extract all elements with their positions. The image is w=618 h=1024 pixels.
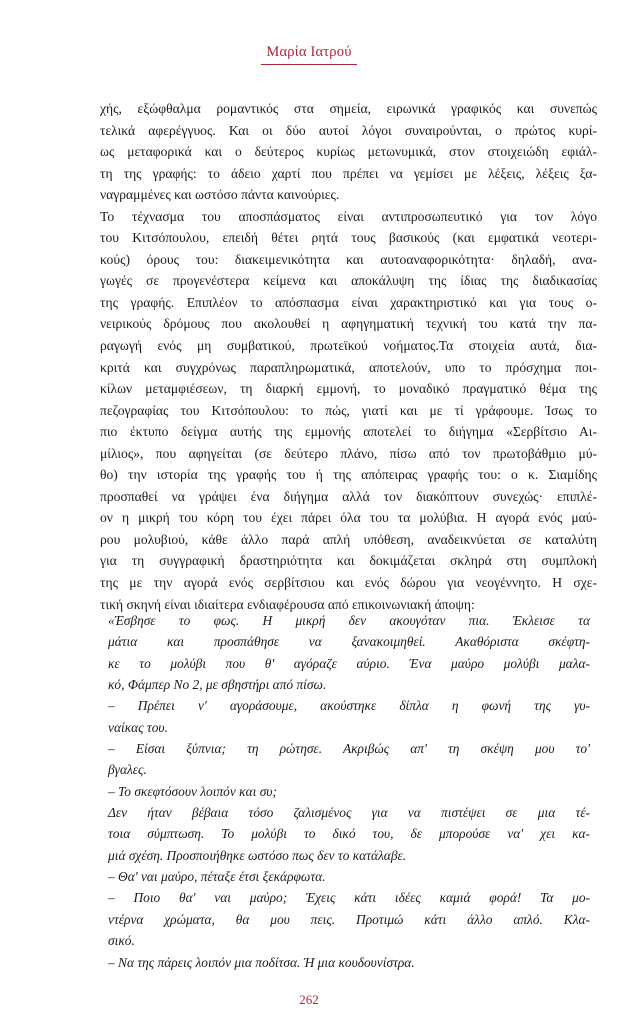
text-line: τελικά αφερέγγυος. Και οι δύο αυτοί λόγοι συναιρούνται, ο πρώτος κυρί- — [100, 122, 597, 138]
text-line: νειρικούς δρόμους που ακολουθεί η αφηγηματική τεχνική του κατά την πα- — [100, 316, 597, 332]
quote-line: μάτια και προσπάθησε να ξανακοιμηθεί. Ακαθόριστα σκέφτη- — [108, 634, 590, 650]
text-line: τη της γραφής: το άδειο χαρτί που πρέπει να γεμίσει με λέξεις, λέξεις ξα- — [100, 165, 597, 181]
text-line: της γραφής. Επιπλέον το απόσπασμα είναι χαρακτηριστικό και για τους ο- — [100, 294, 597, 310]
text-line: τική σκηνή είναι ιδιαίτερα ενδιαφέρουσα από επικοινωνιακή άποψη: — [100, 596, 475, 612]
quote-line: κό, Φάμπερ Νο 2, με σβηστήρι από πίσω. — [108, 677, 327, 693]
text-line: χής, εξώφθαλμα ρομαντικός στα σημεία, ειρωνικά γραφικός και συνεπώς — [100, 101, 597, 116]
quote-line: ντέρνα χρώματα, θα μου πεις. Προτιμώ κάτι άλλο απλό. Κλα- — [108, 911, 590, 927]
quote-line: – Πρέπει ν' αγοράσουμε, ακούστηκε δίπλα η φωνή της γυ- — [108, 698, 590, 714]
running-head — [0, 44, 618, 65]
text-line: προσπαθεί να γράψει ένα διήγημα αλλά τον διακόπτουν συνεχώς· επιπλέ- — [100, 488, 597, 504]
text-line: για τη συγγραφική δραστηριότητα και δοκιμάζεται σκληρά στη συμπλοκή — [100, 553, 597, 569]
quote-line: – Να της πάρεις λοιπόν μια ποδίτσα. Ή μια κουδουνίστρα. — [108, 954, 415, 970]
text-line: ως μεταφορικά και ο δεύτερος κυρίως μετωνυμικά, στον στοιχειώδη εφιάλ- — [100, 144, 597, 160]
quote-line: – Είσαι ξύπνια; τη ρώτησε. Ακριβώς απ' τη σκέψη μου το' — [108, 741, 590, 757]
quote-line: τοια σύμπτωση. Το μολύβι το δικό του, δε μπορούσε να' χει κα- — [108, 826, 590, 842]
quote-line: – Θα' ναι μαύρο, πέταξε έτσι ξεκάρφωτα. — [108, 869, 326, 885]
text-line: κίλων μεταμφιέσεων, τη διαρκή εμμονή, το μοναδικό πραγματικό θέμα της — [100, 381, 597, 397]
quote-line: «Έσβησε το φως. Η μικρή δεν ακουγόταν πια. Έκλεισε τα — [108, 613, 590, 628]
quote-line: σικό. — [108, 933, 135, 949]
text-line: ναγραμμένες και ωστόσο πάντα καινούριες. — [100, 187, 340, 203]
text-line: ρου μολυβιού, κάθε άλλο παρά απλή υπόθεση, αναδεικνύεται σε καταλύτη — [100, 531, 597, 547]
quote-line: Δεν ήταν βέβαια τόσο ζαλισμένος για να πιστέψει σε μια τέ- — [108, 805, 590, 821]
running-head-author: Μαρία Ιατρού — [266, 44, 352, 60]
text-line: μίλιος», που αφηγείται (σε δεύτερο πλάνο, πίσω από τον πρωτοβάθμιο μύ- — [100, 445, 597, 461]
body-text — [100, 98, 597, 615]
text-line: πεζογραφίας του Κιτσόπουλου: το πώς, γιατί και με τί γράφουμε. Ίσως το — [100, 402, 597, 418]
quote-line: – Το σκεφτόσουν λοιπόν και συ; — [108, 783, 277, 799]
page-number: 262 — [299, 992, 319, 1007]
block-quote — [108, 610, 590, 973]
quote-line: – Ποιο θα' ναι μαύρο; Έχεις κάτι ιδέες καμιά φορά! Τα μο- — [108, 890, 590, 906]
text-line: πιο έκτυπο δείγμα αυτής της εμμονής αποτελεί το διήγημα «Σερβίτσιο Αι- — [100, 424, 597, 440]
text-line: κριτά και συγχρόνως παραπληρωματικά, αποτελούν, υπο το πρόσχημα ποι- — [100, 359, 597, 375]
text-line: κούς) όρους του: διακειμενικότητα και αυτοαναφορικότητα· δηλαδή, ανα- — [100, 251, 597, 267]
running-head-rule — [261, 64, 357, 65]
quote-line: βγαλες. — [108, 762, 147, 778]
text-line: ον η μικρή του κόρη του έχει πάρει όλα του τα μολύβια. Η αγορά ενός μαύ- — [100, 510, 597, 526]
text-line: του Κιτσόπουλου, επειδή θέτει ρητά τους βασικούς (και εμφατικά νεοτερι- — [100, 230, 597, 246]
quote-line: ναίκας του. — [108, 719, 168, 735]
text-line: γωγές σε προγενέστερα κείμενα και αποκάλυψη της ίδιας της διαδικασίας — [100, 273, 597, 289]
text-line: θο) την ιστορία της γραφής του ή της απόπειρας γραφής του: ο κ. Σιαμίδης — [100, 467, 597, 483]
quote-line: κε το μολύβι που θ' αγόραζε αύριο. Ένα μαύρο μολύβι μαλα- — [108, 655, 590, 671]
text-line: της με την αγορά ενός σερβίτσιου και ενός δώρου για νεογέννητο. Η σχε- — [100, 575, 597, 591]
text-line: ραγωγή ενός μη συμβατικού, πρωτεϊκού νοήματος.Τα στοιχεία αυτά, δια- — [100, 338, 597, 354]
quote-line: μιά σχέση. Προσποιήθηκε ωστόσο πως δεν το κατάλαβε. — [108, 847, 407, 863]
text-line: Το τέχνασμα του αποσπάσματος είναι αντιπροσωπευτικό για τον λόγο — [100, 208, 597, 224]
